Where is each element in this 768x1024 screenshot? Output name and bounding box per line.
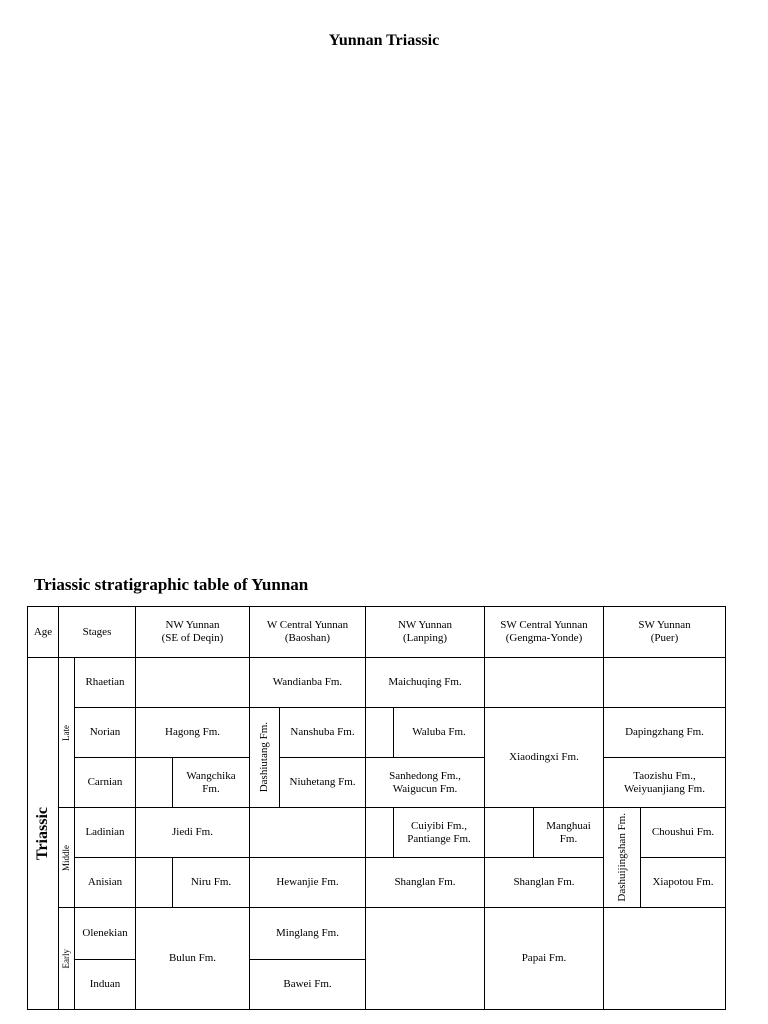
document-title: Yunnan Triassic xyxy=(328,32,440,49)
cell-baoshan-ladinian-empty xyxy=(249,807,366,858)
formation-xiaodingxi: Xiaodingxi Fm. xyxy=(484,707,604,808)
cell-lanping-norian-empty xyxy=(365,707,394,758)
formation-bawei: Bawei Fm. xyxy=(249,959,366,1010)
epoch-late: Late xyxy=(58,657,75,808)
stage-rhaetian: Rhaetian xyxy=(74,657,136,708)
cell-gengma-rhaetian-empty xyxy=(484,657,604,708)
stage-norian: Norian xyxy=(74,707,136,758)
formation-jiedi: Jiedi Fm. xyxy=(135,807,250,858)
formation-papai: Papai Fm. xyxy=(484,907,604,1010)
formation-cuiyibi: Cuiyibi Fm., Pantiange Fm. xyxy=(393,807,485,858)
epoch-early: Early xyxy=(58,907,75,1010)
formation-wangchika: Wangchika Fm. xyxy=(172,757,250,808)
table-heading: Triassic stratigraphic table of Yunnan xyxy=(34,575,309,594)
stage-ladinian: Ladinian xyxy=(74,807,136,858)
formation-dashuijingshan: Dashuijingshan Fm. xyxy=(603,807,641,908)
stage-olenekian: Olenekian xyxy=(74,907,136,960)
cell-gengma-ladinian-empty xyxy=(484,807,534,858)
epoch-middle: Middle xyxy=(58,807,75,908)
cell-puer-early-empty xyxy=(603,907,726,1010)
formation-maichuqing: Maichuqing Fm. xyxy=(365,657,485,708)
formation-hewanjie: Hewanjie Fm. xyxy=(249,857,366,908)
formation-choushui: Choushui Fm. xyxy=(640,807,726,858)
header-w-central-yunnan-baoshan: W Central Yunnan (Baoshan) xyxy=(249,606,366,658)
formation-bulun: Bulun Fm. xyxy=(135,907,250,1010)
formation-sanhedong: Sanhedong Fm., Waigucun Fm. xyxy=(365,757,485,808)
formation-dashiutang: Dashiutang Fm. xyxy=(249,707,280,808)
formation-hagong: Hagong Fm. xyxy=(135,707,250,758)
cell-deqin-anisian-empty xyxy=(135,857,173,908)
stage-induan: Induan xyxy=(74,959,136,1010)
formation-waluba: Waluba Fm. xyxy=(393,707,485,758)
formation-minglang: Minglang Fm. xyxy=(249,907,366,960)
formation-xiapotou: Xiapotou Fm. xyxy=(640,857,726,908)
system-triassic: Triassic xyxy=(27,657,59,1010)
formation-niuhetang: Niuhetang Fm. xyxy=(279,757,366,808)
header-nw-yunnan-deqin: NW Yunnan (SE of Deqin) xyxy=(135,606,250,658)
stratigraphic-table xyxy=(27,606,726,1010)
header-nw-yunnan-lanping: NW Yunnan (Lanping) xyxy=(365,606,485,658)
stage-carnian: Carnian xyxy=(74,757,136,808)
header-age: Age xyxy=(27,606,59,658)
cell-deqin-rhaetian-empty xyxy=(135,657,250,708)
formation-shanglan-lanping: Shanglan Fm. xyxy=(365,857,485,908)
cell-puer-rhaetian-empty xyxy=(603,657,726,708)
stage-anisian: Anisian xyxy=(74,857,136,908)
formation-manghuai: Manghuai Fm. xyxy=(533,807,604,858)
formation-wandianba: Wandianba Fm. xyxy=(249,657,366,708)
cell-deqin-carnian-empty xyxy=(135,757,173,808)
formation-taozishu: Taozishu Fm., Weiyuanjiang Fm. xyxy=(603,757,726,808)
header-sw-yunnan-puer: SW Yunnan (Puer) xyxy=(603,606,726,658)
header-sw-central-yunnan-gengma: SW Central Yunnan (Gengma-Yonde) xyxy=(484,606,604,658)
formation-shanglan-gengma: Shanglan Fm. xyxy=(484,857,604,908)
cell-lanping-ladinian-empty xyxy=(365,807,394,858)
formation-dapingzhang: Dapingzhang Fm. xyxy=(603,707,726,758)
formation-nanshuba: Nanshuba Fm. xyxy=(279,707,366,758)
header-stages: Stages xyxy=(58,606,136,658)
formation-niru: Niru Fm. xyxy=(172,857,250,908)
cell-lanping-early-empty xyxy=(365,907,485,1010)
